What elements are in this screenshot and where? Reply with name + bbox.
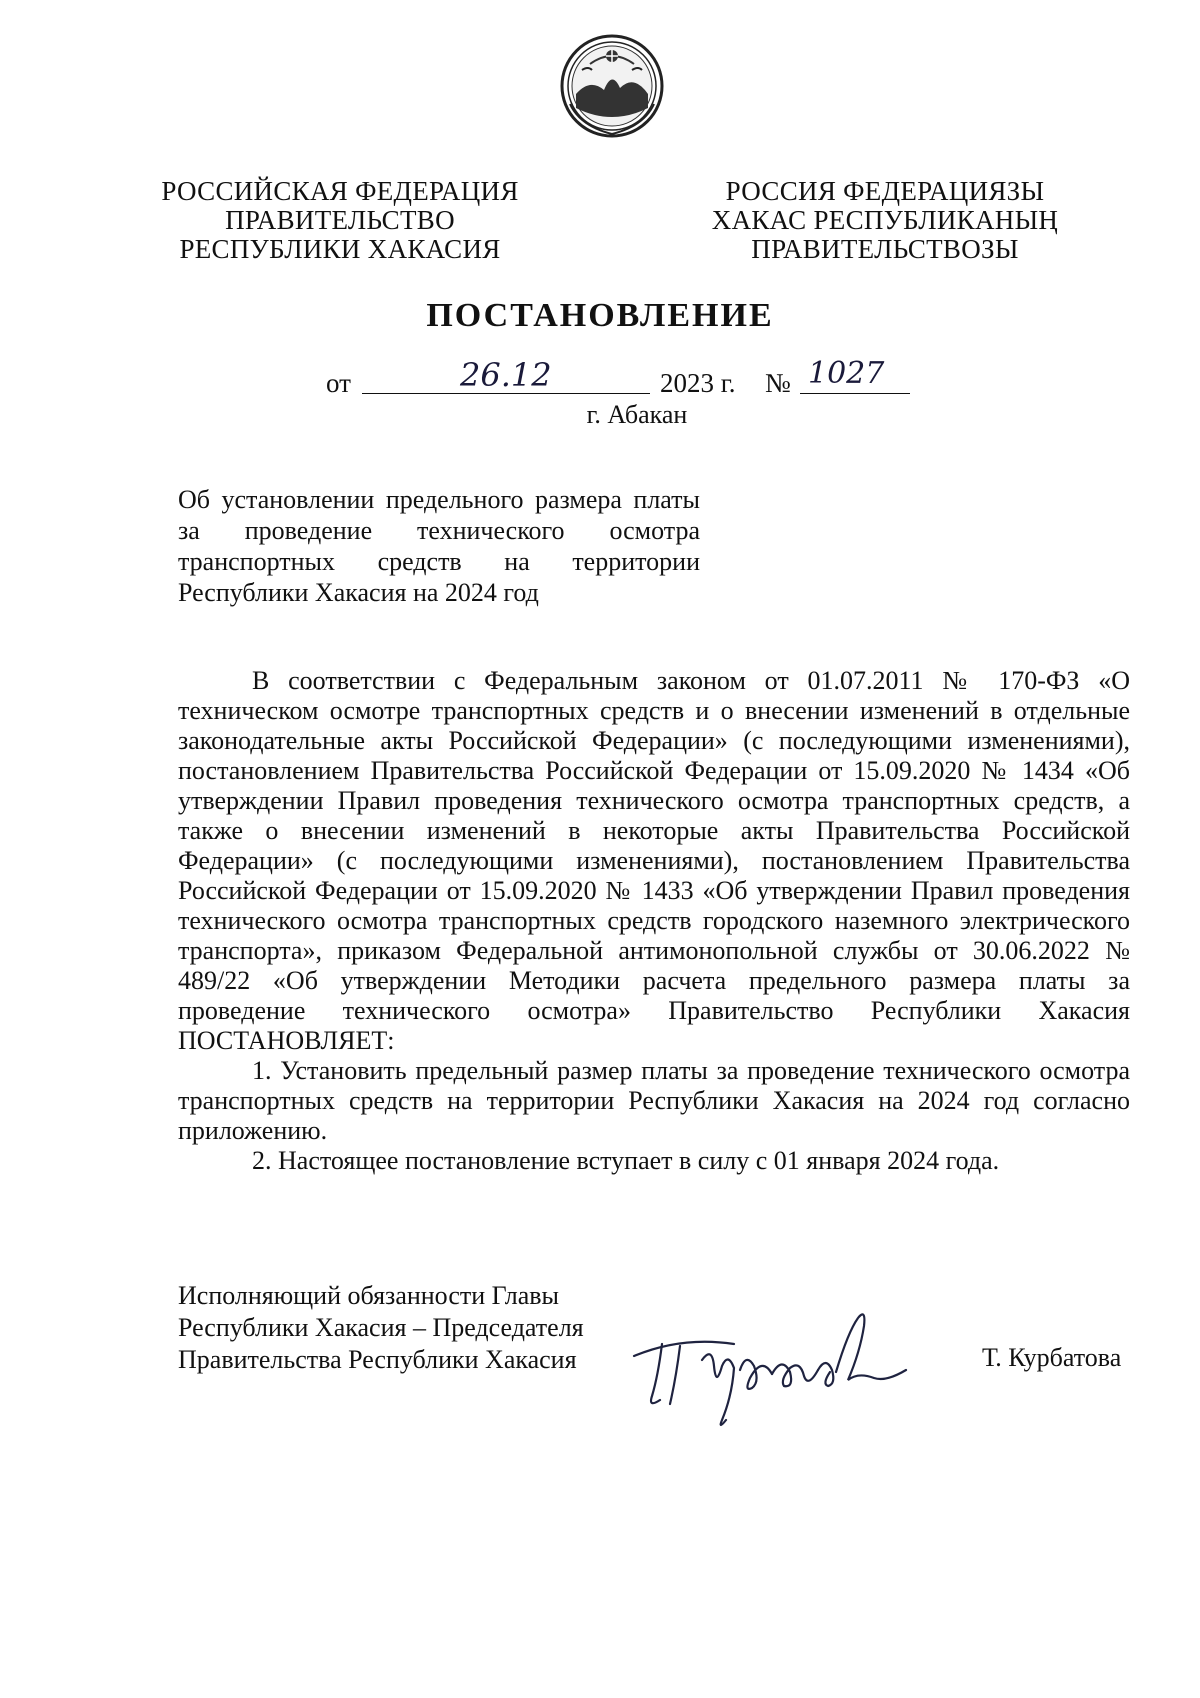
document-subject <box>178 484 700 608</box>
coat-of-arms-emblem <box>560 34 664 138</box>
subject-line: за проведение технического осмотра <box>178 516 700 545</box>
date-handwritten: 26.12 <box>460 356 552 394</box>
signer-position-line: Республики Хакасия – Председателя <box>178 1313 584 1342</box>
number-underline <box>800 392 910 394</box>
resolution-item: 1. Установить предельный размер платы за проведение технического осмотра транспортных средств на территории Республики Хакасия на 2024 год согласно приложению. <box>178 1056 1130 1145</box>
resolution-item: 2. Настоящее постановление вступает в силу с 01 января 2024 года. <box>252 1146 1000 1175</box>
header-left-line: РЕСПУБЛИКИ ХАКАСИЯ <box>179 234 501 264</box>
header-left <box>150 177 530 264</box>
subject-line: Об установлении предельного размера платы <box>178 485 700 514</box>
header-right-line: ХАКАС РЕСПУБЛИКАНЫҢ <box>711 205 1059 235</box>
date-prefix: от <box>326 368 351 398</box>
signer-position-line: Исполняющий обязанности Главы <box>178 1281 559 1310</box>
document-body <box>178 666 1130 1176</box>
subject-line: транспортных средств на территории <box>178 547 700 576</box>
header-right <box>700 177 1070 264</box>
header-left-line: РОССИЙСКАЯ ФЕДЕРАЦИЯ <box>161 176 519 206</box>
signer-position-line: Правительства Республики Хакасия <box>178 1345 577 1374</box>
number-handwritten: 1027 <box>808 356 885 391</box>
signer-name: Т. Курбатова <box>982 1343 1122 1372</box>
year-text: 2023 г. <box>660 368 736 398</box>
subject-line: Республики Хакасия на 2024 год <box>178 578 539 607</box>
document-type-title: ПОСТАНОВЛЕНИЕ <box>426 297 774 334</box>
header-left-line: ПРАВИТЕЛЬСТВО <box>225 205 455 235</box>
signer-position <box>178 1280 584 1376</box>
preamble-paragraph: В соответствии с Федеральным законом от 01.07.2011 № 170-ФЗ «О техническом осмотре транспортных средств и о внесении изменений в отдельные законодательные акты Российской Федерации» (с последующими изменениями), постановлением Правительства Российской Федерации от 15.09.2020 № 1434 «Об утверждении Правил проведения технического осмотра транспортных средств, а также о внесении изменений в некоторые акты Правительства Российской Федерации» (с последующими изменениями), постановлением Правительства Российской Федерации от 15.09.2020 № 1433 «Об утверждении Правил проведения технического осмотра транспортных средств городского наземного электрического транспорта», приказом Федеральной антимонопольной службы от 30.06.2022 № 489/22 «Об утверждении Методики расчета предельного размера платы за проведение технического осмотра» Правительство Республики Хакасия ПОСТАНОВЛЯЕТ: <box>178 666 1130 1055</box>
number-prefix: № <box>765 368 791 398</box>
header-right-line: ПРАВИТЕЛЬСТВОЗЫ <box>751 234 1019 264</box>
handwritten-signature <box>622 1296 942 1436</box>
city: г. Абакан <box>586 400 688 429</box>
header-right-line: РОССИЯ ФЕДЕРАЦИЯЗЫ <box>725 176 1045 206</box>
